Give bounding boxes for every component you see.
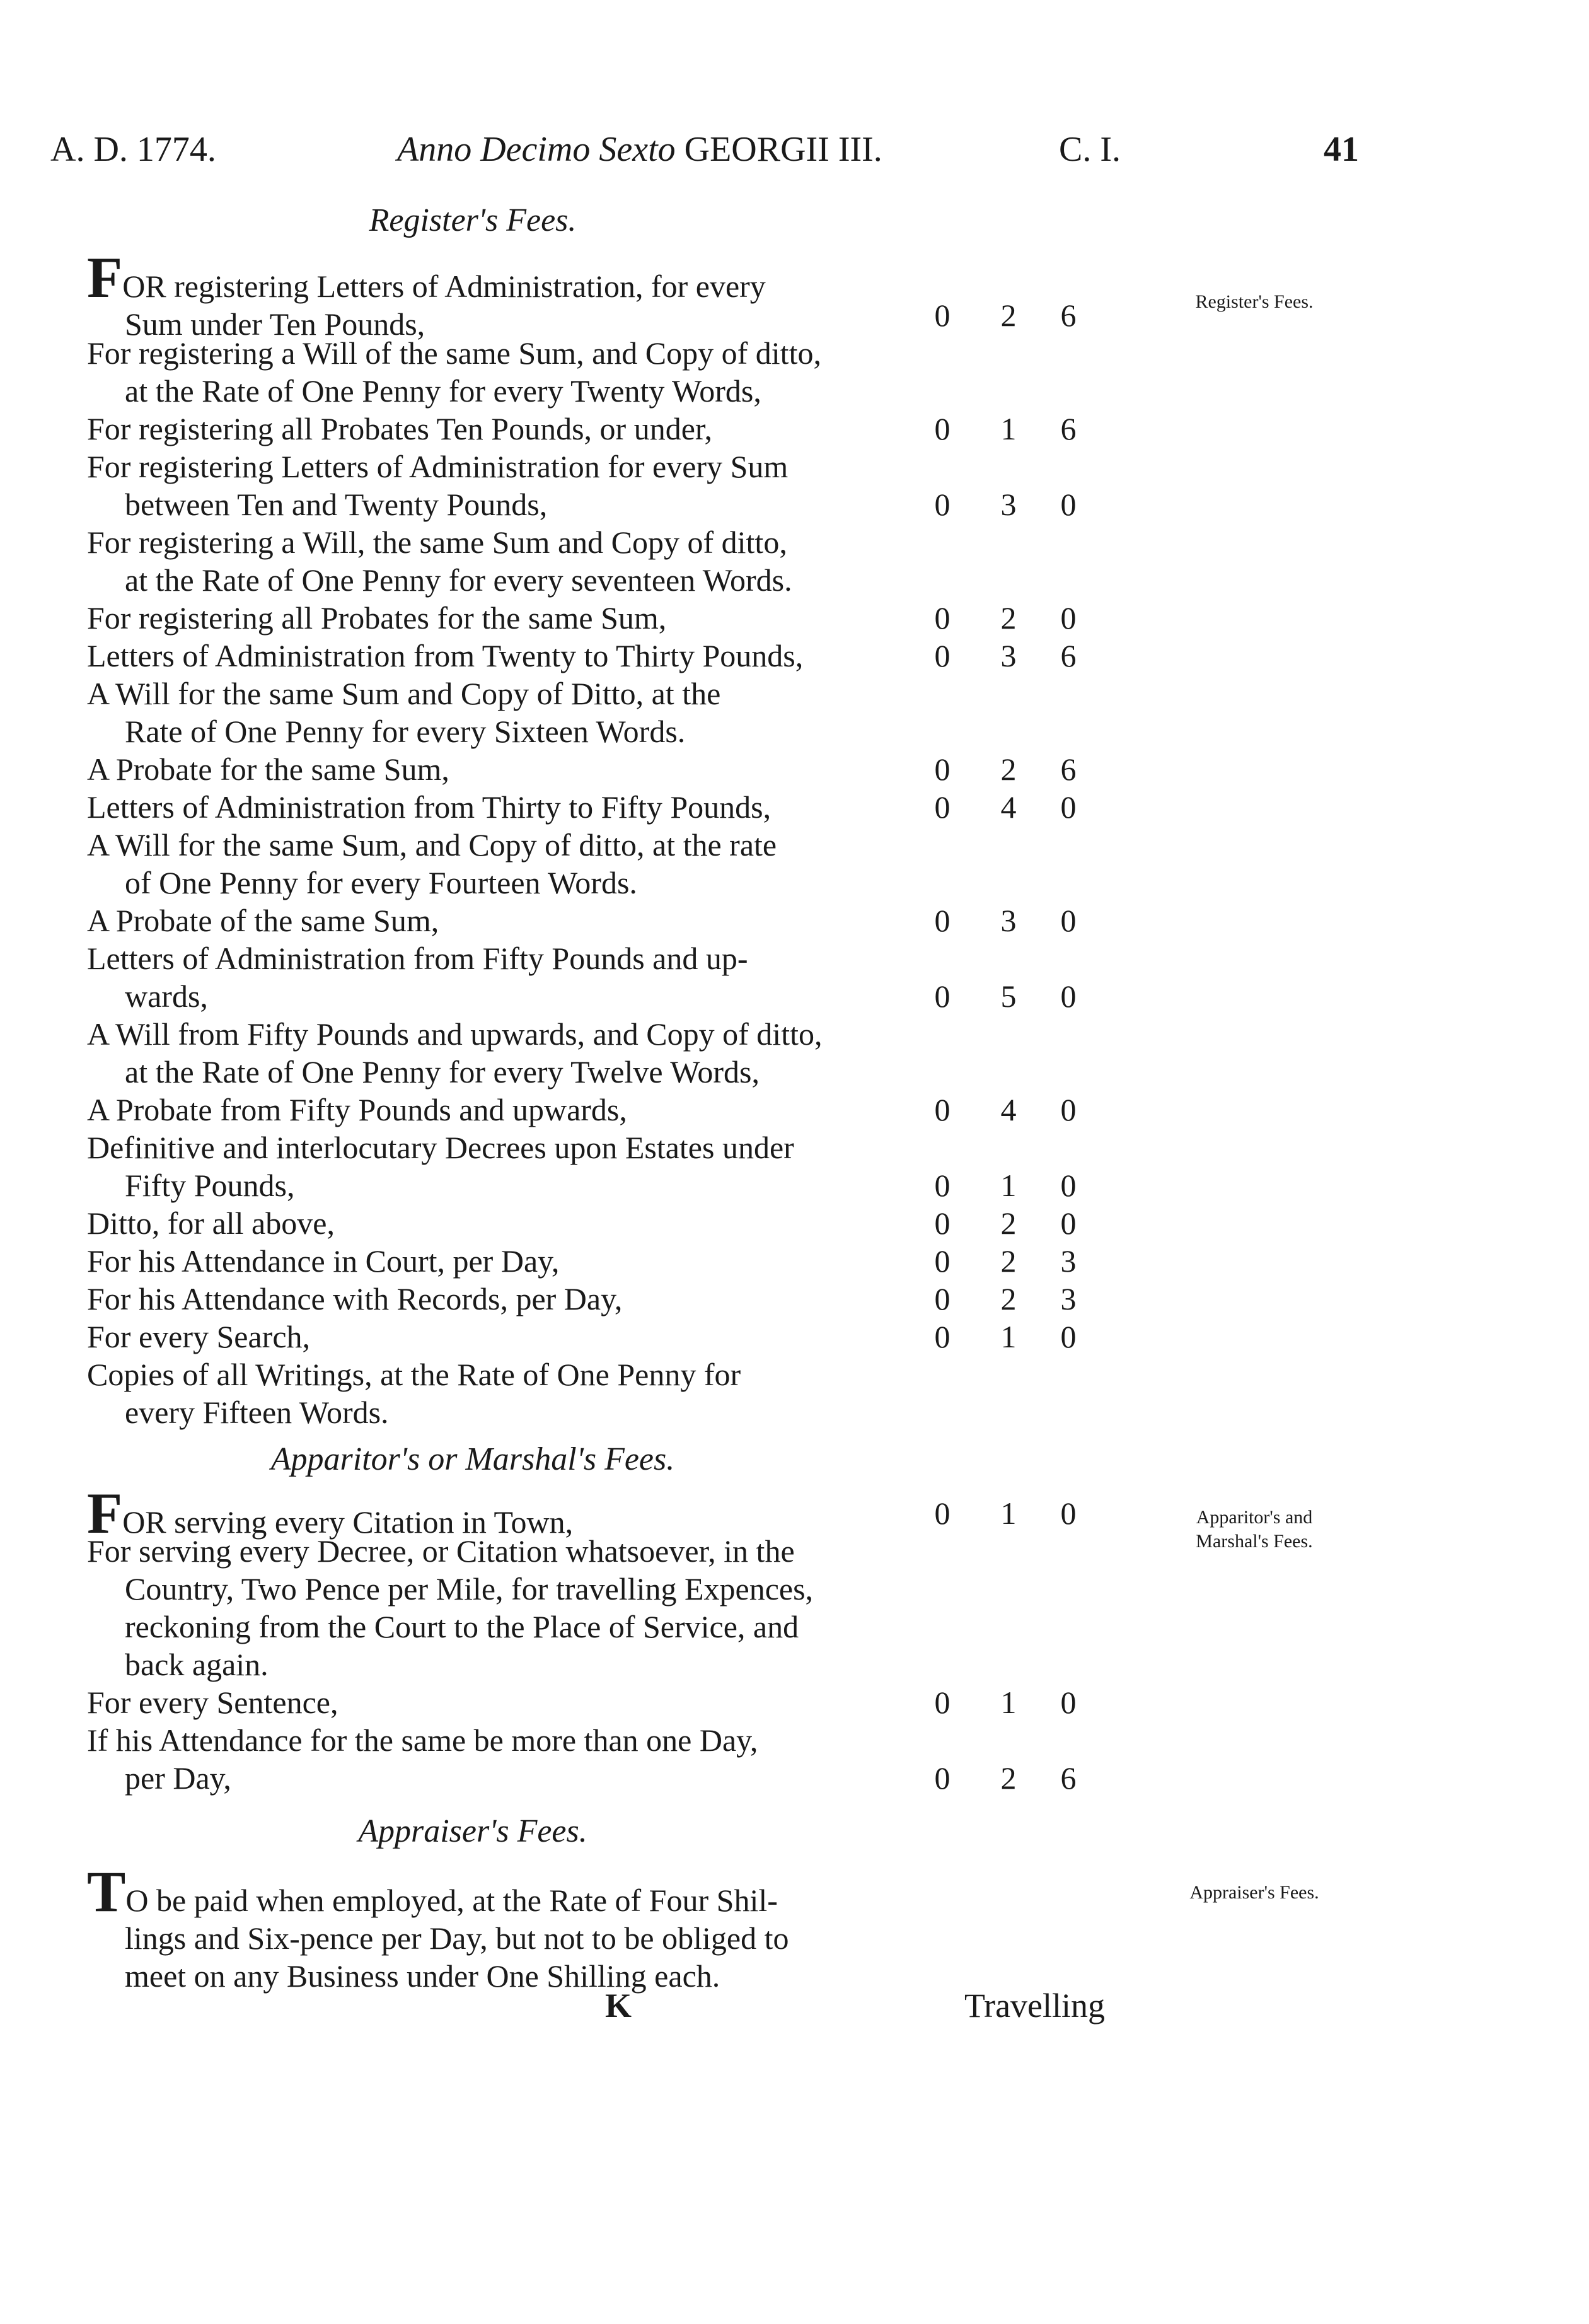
register-entry-12: Letters of Administration from Fifty Pounds and up- wards, [87, 941, 748, 1014]
drop-cap: T [87, 1859, 126, 1924]
section-title-appraiser: Appraiser's Fees. [358, 1813, 587, 1849]
register-entry-14: A Probate from Fifty Pounds and upwards, [87, 1092, 627, 1127]
register-entry-15: Definitive and interlocutary Decrees upon Estates under Fifty Pounds, [87, 1130, 794, 1203]
apparitor-entry-2: For every Sentence, [87, 1685, 338, 1720]
fee-amount: 0 1 0 [934, 1319, 1077, 1354]
drop-cap: F [87, 245, 123, 310]
chapter: C. I. [1059, 130, 1121, 169]
fee-amount: 0 2 6 [934, 1760, 1077, 1796]
register-entry-1: For registering a Will of the same Sum, and Copy of ditto, at the Rate of One Penny for every Twenty Words, [87, 335, 821, 409]
register-entry-3: For registering Letters of Administration for every Sum between Ten and Twenty Pounds, [87, 449, 789, 522]
fee-amount: 0 1 0 [934, 1685, 1077, 1720]
apparitor-entry-3: If his Attendance for the same be more than one Day, per Day, [87, 1723, 758, 1796]
statute-title [397, 129, 882, 170]
margin-note-register: Register's Fees. [1195, 291, 1314, 312]
register-entry-11: A Probate of the same Sum, [87, 903, 439, 938]
register-entry-0: FOR registering Letters of Administration, for every Sum under Ten Pounds, [87, 245, 766, 342]
register-entry-5: For registering all Probates for the same Sum, [87, 600, 667, 636]
register-entry-4: For registering a Will, the same Sum and Copy of ditto, at the Rate of One Penny for every seventeen Words. [87, 525, 792, 598]
fee-amount: 0 2 0 [934, 600, 1077, 636]
statute-title-rest: GEORGII III. [675, 130, 882, 169]
year: A. D. 1774. [50, 130, 216, 169]
margin-note-apparitor: Apparitor's and Marshal's Fees. [1196, 1507, 1313, 1552]
fee-amount: 0 4 0 [934, 789, 1077, 825]
margin-note-appraiser: Appraiser's Fees. [1189, 1882, 1319, 1903]
fee-amount: 0 3 6 [934, 638, 1077, 673]
fee-amount: 0 2 6 [934, 752, 1077, 787]
section-title-apparitor: Apparitor's or Marshal's Fees. [270, 1441, 675, 1477]
register-entry-6: Letters of Administration from Twenty to Thirty Pounds, [87, 638, 804, 673]
register-entry-20: Copies of all Writings, at the Rate of One Penny for every Fifteen Words. [87, 1357, 741, 1430]
fee-amount: 0 1 0 [934, 1168, 1077, 1203]
fee-amount: 0 2 0 [934, 1206, 1077, 1241]
fee-amount: 0 2 6 [934, 298, 1077, 333]
register-entry-9: Letters of Administration from Thirty to Fifty Pounds, [87, 789, 771, 825]
drop-cap: F [87, 1481, 123, 1545]
signature-mark: K [605, 1987, 632, 2025]
fee-amount: 0 5 0 [934, 979, 1077, 1014]
fee-amount: 0 2 3 [934, 1243, 1077, 1279]
fee-amount: 0 3 0 [934, 903, 1077, 938]
register-entry-19: For every Search, [87, 1319, 311, 1354]
register-entry-8: A Probate for the same Sum, [87, 752, 449, 787]
register-entry-2: For registering all Probates Ten Pounds, or under, [87, 411, 713, 446]
register-entry-16: Ditto, for all above, [87, 1206, 335, 1241]
register-entry-10: A Will for the same Sum, and Copy of ditto, at the rate of One Penny for every Fourteen Words. [87, 827, 777, 900]
running-head [0, 129, 1589, 180]
register-entry-17: For his Attendance in Court, per Day, [87, 1243, 560, 1279]
register-entry-18: For his Attendance with Records, per Day, [87, 1281, 623, 1316]
apparitor-entry-1: For serving every Decree, or Citation whatsoever, in the Country, Two Pence per Mile, for travelling Expences, reckoning from the Court to the Place of Service, and back again. [87, 1533, 814, 1682]
register-entry-13: A Will from Fifty Pounds and upwards, and Copy of ditto, at the Rate of One Penny for every Twelve Words, [87, 1016, 823, 1089]
fee-amount: 0 2 3 [934, 1281, 1077, 1316]
apparitor-entry-0: FOR serving every Citation in Town, [87, 1481, 574, 1545]
catchword: Travelling [964, 1987, 1106, 2025]
fee-amount: 0 3 0 [934, 487, 1077, 522]
appraiser-entry: TO be paid when employed, at the Rate of Four Shil- lings and Six-pence per Day, but not to be obliged to meet on any Business under One Shilling each. [87, 1859, 789, 1994]
section-title-register: Register's Fees. [369, 202, 577, 238]
fee-amount: 0 1 0 [934, 1496, 1077, 1531]
register-entry-7: A Will for the same Sum and Copy of Ditto, at the Rate of One Penny for every Sixteen Words. [87, 676, 721, 749]
statute-title-italic: Anno Decimo Sexto [397, 130, 676, 169]
page-number: 41 [1324, 130, 1359, 169]
fee-amount: 0 1 6 [934, 411, 1077, 446]
fee-amount: 0 4 0 [934, 1092, 1077, 1127]
